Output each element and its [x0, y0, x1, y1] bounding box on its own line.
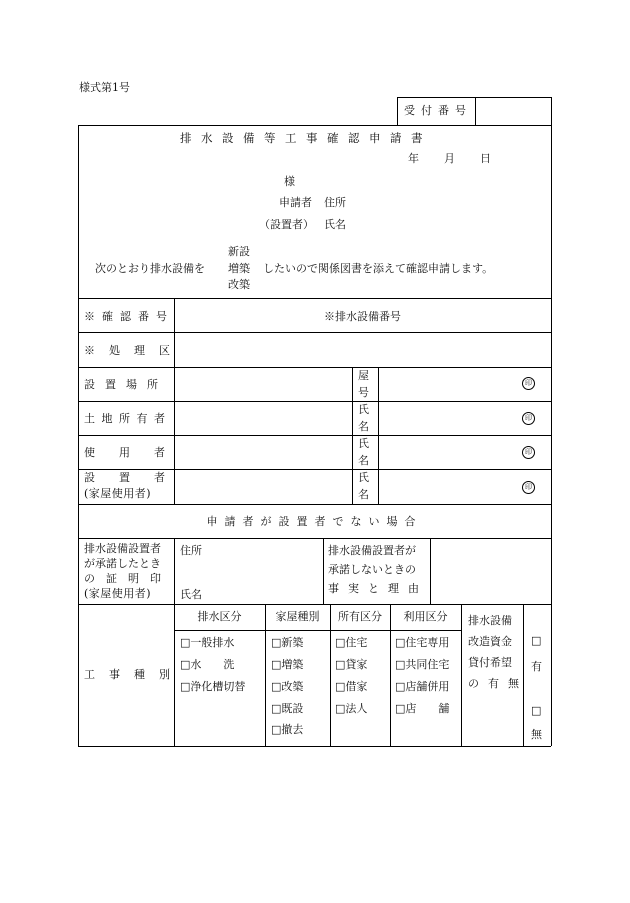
- name-label: 氏名: [324, 218, 346, 231]
- person-name-label-1: 氏: [358, 403, 369, 416]
- seal-mark: 印: [522, 481, 535, 494]
- loan-yes-label: 有: [531, 660, 542, 673]
- consent-label-line-2: が承諾したとき: [84, 557, 161, 570]
- ownership-option-house[interactable]: □住宅: [335, 636, 368, 649]
- usage-option-apartment[interactable]: □共同住宅: [395, 658, 450, 671]
- usage-option-shop[interactable]: □店 舗: [395, 702, 450, 715]
- date-year-label: 年: [408, 152, 419, 165]
- seal-mark: 印: [522, 377, 535, 390]
- person-name-label-2: 名: [358, 488, 369, 501]
- loan-yes-checkbox[interactable]: □: [531, 634, 542, 647]
- reception-number-label: 受付番号: [404, 104, 472, 117]
- option-renovation: 改築: [228, 278, 250, 291]
- house-option-renovation[interactable]: □改築: [271, 680, 304, 693]
- consent-name-label: 氏名: [180, 588, 202, 601]
- shop-name-label-2: 号: [358, 386, 369, 399]
- addressee-suffix: 様: [284, 175, 295, 188]
- option-new: 新設: [228, 245, 250, 258]
- applicant-label: 申請者: [279, 196, 312, 209]
- refusal-label-line-1: 排水設備設置者が: [328, 544, 416, 557]
- seal-mark: 印: [522, 446, 535, 459]
- ownership-option-leased[interactable]: □借家: [335, 680, 368, 693]
- ownership-category-header: 所有区分: [338, 610, 382, 623]
- district-field[interactable]: [176, 334, 549, 365]
- usage-option-shop-combined[interactable]: □店舗併用: [395, 680, 450, 693]
- ownership-option-rental[interactable]: □貸家: [335, 658, 368, 671]
- person-name-label-1: 氏: [358, 437, 369, 450]
- person-name-label-1: 氏: [358, 471, 369, 484]
- drain-category-header: 排水区分: [197, 610, 242, 623]
- option-extension: 増築: [228, 262, 250, 275]
- form-number: 様式第1号: [79, 81, 130, 94]
- usage-option-residential[interactable]: □住宅専用: [395, 636, 450, 649]
- person-name-label-2: 名: [358, 420, 369, 433]
- loan-label-line-3: 貸付希望: [468, 656, 512, 669]
- refusal-label-line-3: 事実と理由: [328, 582, 428, 595]
- installer-paren-label: （設置者）: [259, 218, 314, 231]
- loan-label-line-1: 排水設備: [468, 614, 512, 627]
- landowner-label: 土地所有者: [84, 412, 172, 425]
- refusal-reason-field[interactable]: [432, 540, 549, 602]
- location-field[interactable]: [176, 369, 350, 399]
- date-month-label: 月: [444, 152, 455, 165]
- form-title: 排水設備等工事確認申請書: [180, 131, 432, 145]
- work-type-label: 工事種別: [84, 668, 184, 681]
- person-name-label-2: 名: [358, 454, 369, 467]
- house-option-removal[interactable]: □撤去: [271, 723, 304, 736]
- consent-label-line-1: 排水設備設置者: [84, 542, 161, 555]
- reception-number-field[interactable]: [477, 99, 549, 123]
- statement-suffix: したいので関係図書を添えて確認申請します。: [263, 262, 494, 275]
- consent-label-line-3: の証明印: [84, 572, 172, 585]
- loan-label-line-2: 改造資金: [468, 635, 512, 648]
- district-label: ※処理区: [84, 344, 184, 357]
- date-day-label: 日: [480, 152, 491, 165]
- user-field[interactable]: [176, 437, 350, 467]
- house-option-existing[interactable]: □既設: [271, 702, 304, 715]
- shop-name-label-1: 屋: [358, 369, 369, 382]
- drain-no-label: ※排水設備番号: [324, 310, 401, 323]
- seal-mark: 印: [522, 412, 535, 425]
- house-option-new[interactable]: □新築: [271, 636, 304, 649]
- refusal-label-line-2: 承諾しないときの: [328, 563, 416, 576]
- loan-no-checkbox[interactable]: □: [531, 704, 542, 717]
- house-category-header: 家屋種別: [275, 610, 320, 623]
- statement-prefix: 次のとおり排水設備を: [95, 262, 205, 275]
- installer-field[interactable]: [176, 471, 350, 502]
- installer-label: 設置者: [84, 471, 189, 484]
- consent-address-label: 住所: [180, 544, 202, 557]
- section-header-non-installer: 申請者が設置者でない場合: [206, 515, 423, 528]
- drain-option-general[interactable]: □一般排水: [180, 636, 235, 649]
- house-option-extension[interactable]: □増築: [271, 658, 304, 671]
- consent-label-line-4: (家屋使用者): [84, 587, 152, 600]
- user-label: 使用者: [84, 446, 189, 459]
- confirm-no-label: ※確認番号: [84, 310, 174, 323]
- drain-option-flush[interactable]: □水 洗: [180, 658, 235, 671]
- location-label: 設置場所: [84, 378, 168, 391]
- drain-option-septic-switch[interactable]: □浄化槽切替: [180, 680, 246, 693]
- installer-sub-label: (家屋使用者): [84, 487, 152, 500]
- ownership-option-corporate[interactable]: □法人: [335, 702, 368, 715]
- landowner-field[interactable]: [176, 403, 350, 433]
- loan-label-line-4: の有無: [468, 677, 528, 690]
- address-label: 住所: [324, 196, 346, 209]
- loan-no-label: 無: [531, 728, 542, 741]
- usage-category-header: 利用区分: [403, 610, 448, 623]
